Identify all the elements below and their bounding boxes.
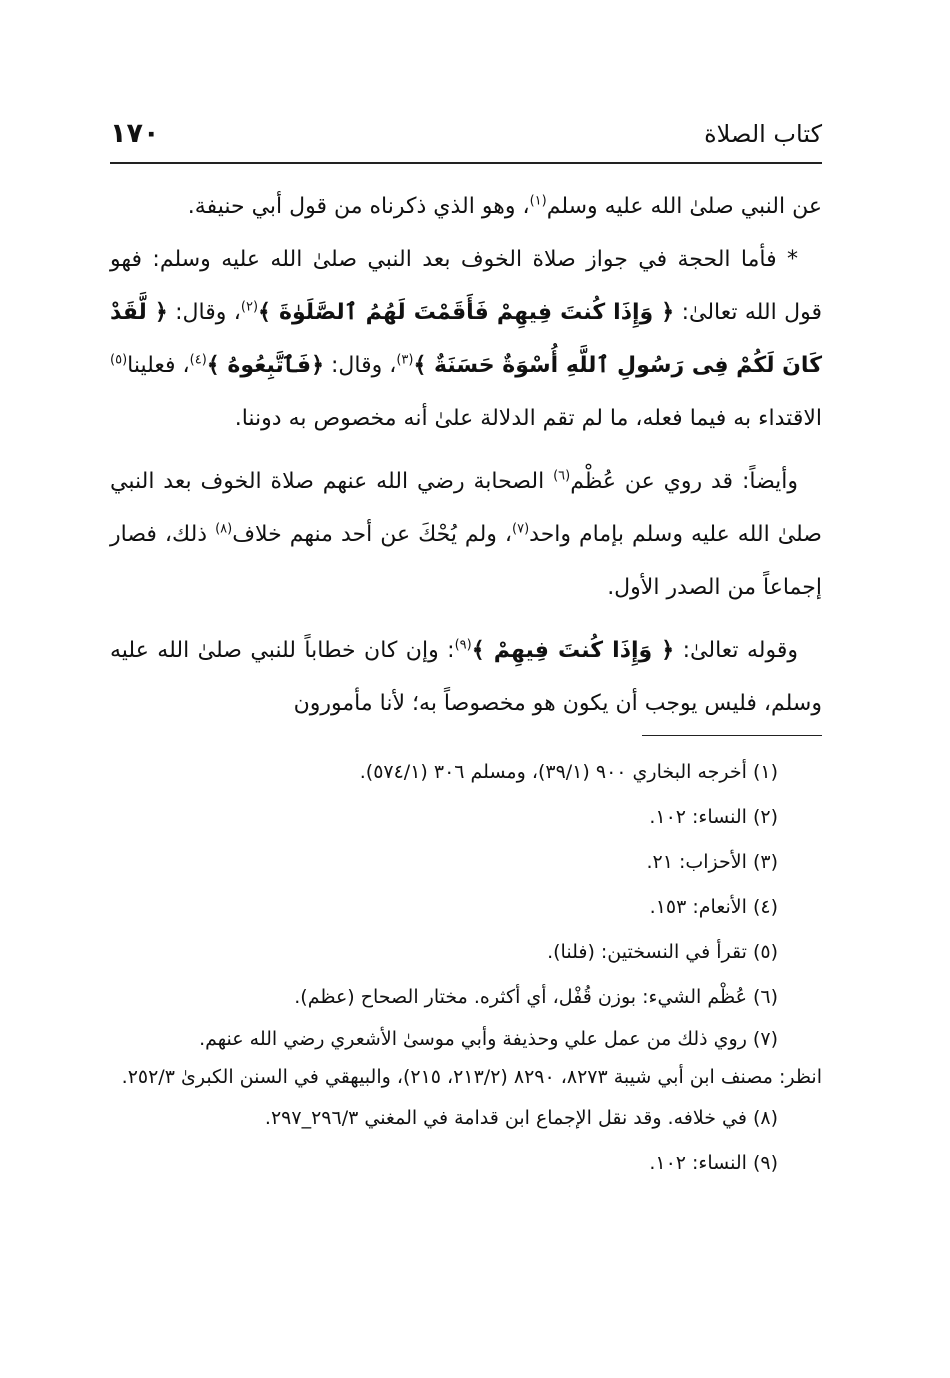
footnote-divider	[642, 735, 822, 736]
text-span: ، وقال:	[167, 300, 241, 325]
text-span: وأيضاً: قد روي عن عُظْم	[570, 469, 799, 494]
text-span: الاقتداء به فيما فعله، ما لم تقم الدلالة علىٰ أنه مخصوص به دوننا.	[234, 406, 822, 431]
footnote-5: (٥) تقرأ في النسختين: (فلنا).	[547, 941, 778, 963]
footnote-7-continued: انظر: مصنف ابن أبي شيبة ٨٢٧٣، ٨٢٩٠ (٢١٣/٢، ٢١٥)، والبيهقي في السنن الكبرىٰ ٢٥٢/٣.	[121, 1066, 822, 1088]
text-span: * فأما الحجة في جواز صلاة الخوف بعد النبي صلىٰ الله عليه وسلم: فهو قول الله تعالىٰ:	[110, 247, 823, 325]
header-divider	[110, 162, 822, 164]
text-span: عن النبي صلىٰ الله عليه وسلم	[546, 194, 822, 219]
footnote-7: (٧) روي ذلك من عمل علي وحذيفة وأبي موسىٰ الأشعري رضي الله عنهم.	[199, 1028, 778, 1050]
quran-verse: ﴿ وَإِذَا كُنتَ فِيهِمْ فَأَقَمْتَ لَهُمُ ٱلصَّلَوٰةَ ﴾	[258, 300, 675, 325]
footnote-8: (٨) في خلافه. وقد نقل الإجماع ابن قدامة في المغني ٢٩٦/٣_٢٩٧.	[264, 1107, 778, 1129]
text-span: ، وقال:	[323, 353, 397, 378]
quran-verse: ﴿فَٱتَّبِعُوهُ ﴾	[206, 353, 324, 378]
text-span: ، وهو الذي ذكرناه من قول أبي حنيفة.	[187, 194, 530, 219]
footnote-ref-8: (٨)	[215, 521, 233, 537]
text-span: الصحابة رضي الله عنهم صلاة الخوف بعد النبي صلىٰ الله عليه وسلم بإمام واحد	[110, 469, 822, 547]
footnotes	[110, 750, 822, 1186]
paragraph-2	[110, 233, 822, 445]
footnote-9: (٩) النساء: ١٠٢.	[649, 1152, 778, 1174]
running-title: كتاب الصلاة	[704, 120, 822, 148]
quran-verse: ﴿ لَّقَدْ كَانَ لَكُمْ فِى رَسُولِ ٱللَّهِ أُسْوَةٌ حَسَنَةٌ ﴾	[110, 300, 822, 378]
footnote-ref-6: (٦)	[553, 468, 571, 484]
footnote-2: (٢) النساء: ١٠٢.	[649, 806, 778, 828]
main-text	[110, 180, 822, 730]
footnote-ref-3: (٣)	[396, 352, 414, 368]
quran-verse: ﴿ وَإِذَا كُنتَ فِيهِمْ ﴾	[471, 638, 675, 663]
footnote-3: (٣) الأحزاب: ٢١.	[646, 851, 778, 873]
footnote-ref-1: (١)	[529, 193, 547, 209]
footnote-ref-9: (٩)	[454, 637, 472, 653]
paragraph-4	[110, 624, 822, 730]
paragraph-1	[110, 180, 822, 233]
text-span: ذلك، فصار إجماعاً من الصدر الأول.	[110, 522, 822, 600]
footnote-ref-7: (٧)	[512, 521, 530, 537]
paragraph-3	[110, 455, 822, 614]
footnote-ref-5: (٥)	[110, 352, 128, 368]
page-header	[110, 112, 822, 152]
text-span: وقوله تعالىٰ:	[674, 638, 798, 663]
footnote-1: (١) أخرجه البخاري ٩٠٠ (٣٩/١)، ومسلم ٣٠٦ (٥٧٤/١).	[359, 761, 778, 783]
text-span: ، ولم يُحْكَ عن أحد منهم خلاف	[232, 522, 513, 547]
footnote-ref-2: (٢)	[240, 299, 259, 315]
text-span: : وإن كان خطاباً للنبي صلىٰ الله عليه وسلم، فليس يوجب أن يكون هو مخصوصاً به؛ لأنا مأمورون	[110, 638, 822, 716]
page-number: ١٧٠	[110, 118, 160, 149]
footnote-4: (٤) الأنعام: ١٥٣.	[649, 896, 778, 918]
footnote-6: (٦) عُظْم الشيء: بوزن قُفْل، أي أكثره. مختار الصحاح (عظم).	[294, 986, 778, 1008]
text-span: ، فعلينا	[127, 353, 190, 378]
footnote-ref-4: (٤)	[189, 352, 207, 368]
